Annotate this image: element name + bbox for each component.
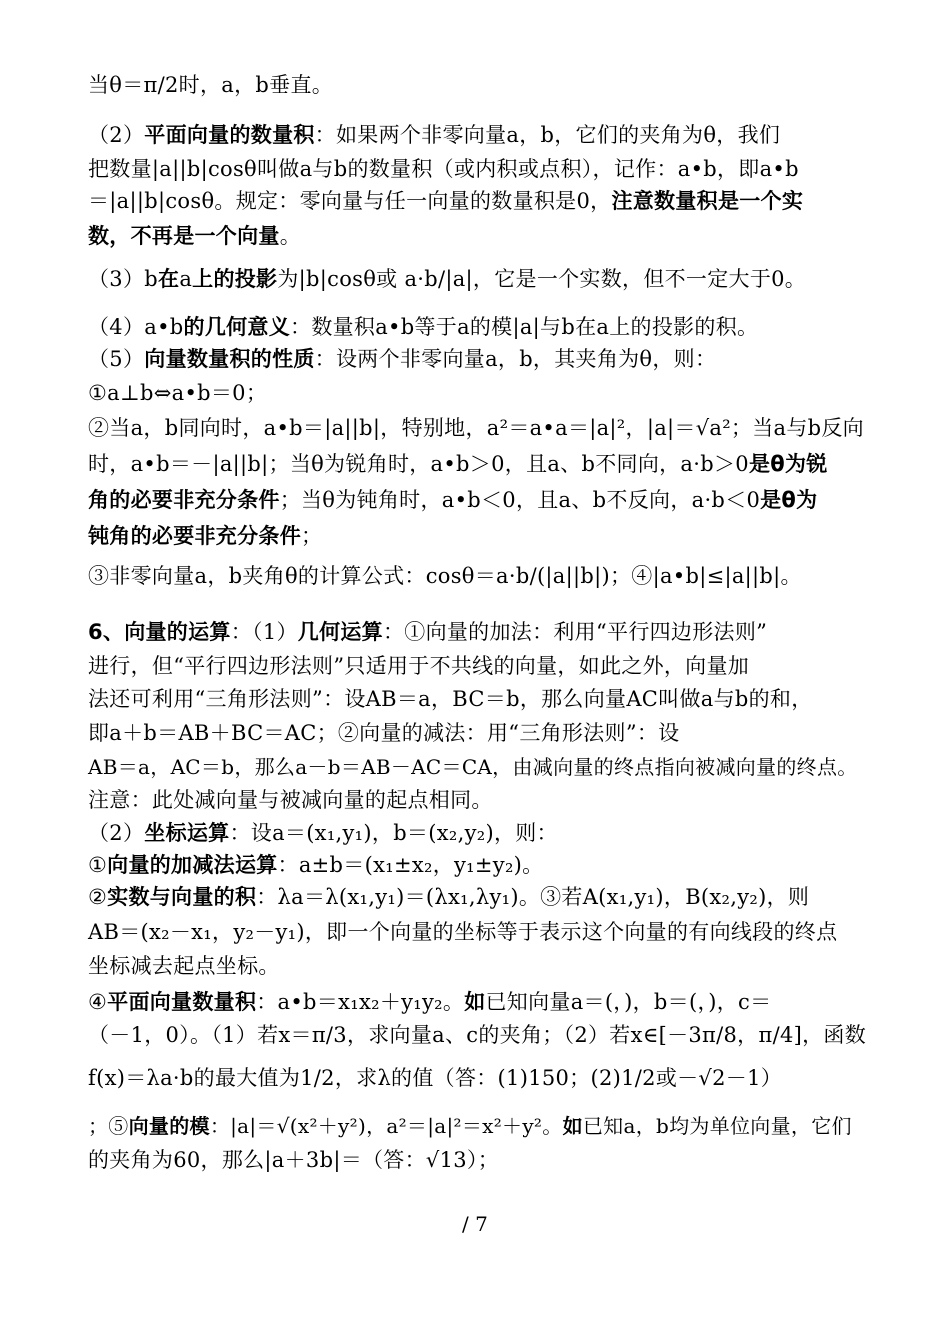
text-run: （－1，0）。（1）若x＝π/3，求向量a、c的夹角；（2）若x∈[－3π/8，π/4]，函数 (88, 1023, 867, 1047)
text-run: 即a＋b＝AB＋BC＝AC；②向量的减法：用“三角形法则”：设 (88, 721, 680, 745)
text-run: 进行，但“平行四边形法则”只适用于不共线的向量，如此之外，向量加 (88, 654, 750, 678)
bold-term: 钝角的必要非充分条件 (88, 524, 301, 548)
page-number: / 7 (462, 1212, 488, 1236)
text-run: ；⑤ (88, 1114, 129, 1138)
bold-term: 是θ为锐 (748, 452, 828, 476)
text-run: 。 (279, 224, 302, 248)
text-run: ② (88, 885, 108, 909)
bold-term: 如 (562, 1114, 583, 1138)
text-line (88, 882, 868, 912)
text-run: ：数量积a•b等于a的模|a|与b在a上的投影的积。 (290, 315, 759, 339)
text-line (88, 818, 868, 848)
text-run: AB＝(x₂－x₁，y₂－y₁)，即一个向量的坐标等于表示这个向量的有向线段的终点 (88, 920, 838, 944)
bold-term: 向量的模 (128, 1114, 210, 1138)
text-line (88, 378, 868, 408)
text-run: ：a±b＝(x₁±x₂，y₁±y₂)。 (277, 853, 544, 877)
text-line (88, 120, 868, 150)
text-run: ②当a，b同向时，a•b＝|a||b|，特别地，a²＝a•a＝|a|²，|a|＝√a²；当a与b反向 (88, 416, 864, 440)
text-run: ：设两个非零向量a，b，其夹角为θ，则： (314, 347, 717, 371)
text-run: （4）a•b (88, 315, 184, 339)
text-line (88, 344, 868, 374)
bold-term: 角的必要非充分条件 (88, 488, 280, 512)
text-line (88, 312, 868, 342)
bold-term: 向量的加减法运算 (107, 853, 278, 877)
text-run: AB＝a，AC＝b，那么a－b＝AB－AC＝CA，由减向量的终点指向被减向量的终点。 (88, 755, 858, 779)
text-run: （2） (88, 821, 145, 845)
bold-term: 坐标运算 (144, 821, 230, 845)
text-run: ④ (88, 990, 108, 1014)
bold-term: 6、向量的运算 (88, 620, 231, 644)
text-run: ：（1） (230, 620, 298, 644)
bold-term: 实数与向量的积 (107, 885, 257, 909)
text-line (88, 718, 868, 748)
text-run: ；当θ为钝角时，a•b＜0，且a、b不反向，a·b＜0 (279, 488, 761, 512)
bold-term: 平面向量数量积 (107, 990, 257, 1014)
text-run: 的夹角为60，那么|a＋3b|＝（答：√13）； (88, 1148, 499, 1172)
text-run: （2） (88, 123, 145, 147)
text-run: 已知向量a＝(，)，b＝(，)，c＝ (485, 990, 772, 1014)
text-run: 法还可利用“三角形法则”：设AB＝a，BC＝b，那么向量AC叫做a与b的和， (88, 687, 813, 711)
text-run: 当θ＝π/2时，a，b垂直。 (88, 73, 334, 97)
text-run: f(x)＝λa·b的最大值为1/2，求λ的值（答：(1)150；(2)1/2或－√2－1） (88, 1066, 783, 1090)
text-run: ：a•b＝x₁x₂＋y₁y₂。 (256, 990, 465, 1014)
text-line (88, 264, 868, 294)
text-run: （3）b (88, 267, 159, 291)
text-line (88, 413, 868, 443)
text-run: 注意：此处减向量与被减向量的起点相同。 (88, 788, 493, 812)
text-run: ①a⊥b⇔a•b＝0； (88, 381, 268, 405)
text-line (88, 850, 868, 880)
text-line (88, 651, 868, 681)
text-run: ：如果两个非零向量a，b，它们的夹角为θ，我们 (314, 123, 781, 147)
text-run: ； (301, 524, 323, 548)
bold-term: 的几何意义 (183, 315, 291, 339)
text-run: 为|b|cosθ或 a·b/|a|，它是一个实数，但不一定大于0。 (277, 267, 807, 291)
text-line (88, 752, 868, 782)
text-run: ：①向量的加法：利用“平行四边形法则” (382, 620, 768, 644)
text-line (88, 561, 868, 591)
text-run: ＝|a||b|cosθ。规定：零向量与任一向量的数量积是0， (88, 189, 612, 213)
text-run: a (179, 267, 193, 291)
text-line (88, 1145, 868, 1175)
text-line (88, 987, 868, 1017)
text-line (88, 485, 868, 515)
text-run: 已知a，b均为单位向量，它们 (582, 1114, 852, 1138)
bold-term: 注意数量积是一个实 (611, 189, 804, 213)
text-line (88, 449, 868, 479)
text-run: ① (88, 853, 108, 877)
bold-term: 向量数量积的性质 (144, 347, 315, 371)
text-line (88, 521, 868, 551)
text-run: ③非零向量a，b夹角θ的计算公式：cosθ＝a·b/(|a||b|)；④|a•b|≤|a||b|。 (88, 564, 802, 588)
text-line (88, 1063, 868, 1093)
text-line (88, 684, 868, 714)
text-line (88, 785, 868, 815)
text-run: 时，a•b＝－|a||b|；当θ为锐角时，a•b＞0，且a、b不同向，a·b＞0 (88, 452, 749, 476)
text-run: ：|a|＝√(x²＋y²)，a²＝|a|²＝x²＋y²。 (209, 1114, 563, 1138)
text-line (88, 221, 868, 251)
text-run: ：λa＝λ(x₁,y₁)＝(λx₁,λy₁)。③若A(x₁,y₁)，B(x₂,y₂)，则 (256, 885, 810, 909)
text-line (88, 617, 868, 647)
text-run: ：设a＝(x₁,y₁)，b＝(x₂,y₂)，则： (229, 821, 558, 845)
text-run: 把数量|a||b|cosθ叫做a与b的数量积（或内积或点积），记作：a•b，即a•b (88, 157, 799, 181)
text-line (88, 1020, 868, 1050)
text-line (88, 1111, 868, 1141)
bold-term: 上的投影 (192, 267, 278, 291)
text-line (88, 951, 868, 981)
text-line (88, 917, 868, 947)
text-line (88, 70, 868, 100)
text-run: （5） (88, 347, 145, 371)
bold-term: 平面向量的数量积 (144, 123, 315, 147)
bold-term: 在 (158, 267, 180, 291)
bold-term: 如 (464, 990, 486, 1014)
bold-term: 是θ为 (760, 488, 818, 512)
bold-term: 几何运算 (297, 620, 383, 644)
text-run: 坐标减去起点坐标。 (88, 954, 280, 978)
text-line (88, 154, 868, 184)
bold-term: 数，不再是一个向量 (88, 224, 280, 248)
text-line (88, 186, 868, 216)
